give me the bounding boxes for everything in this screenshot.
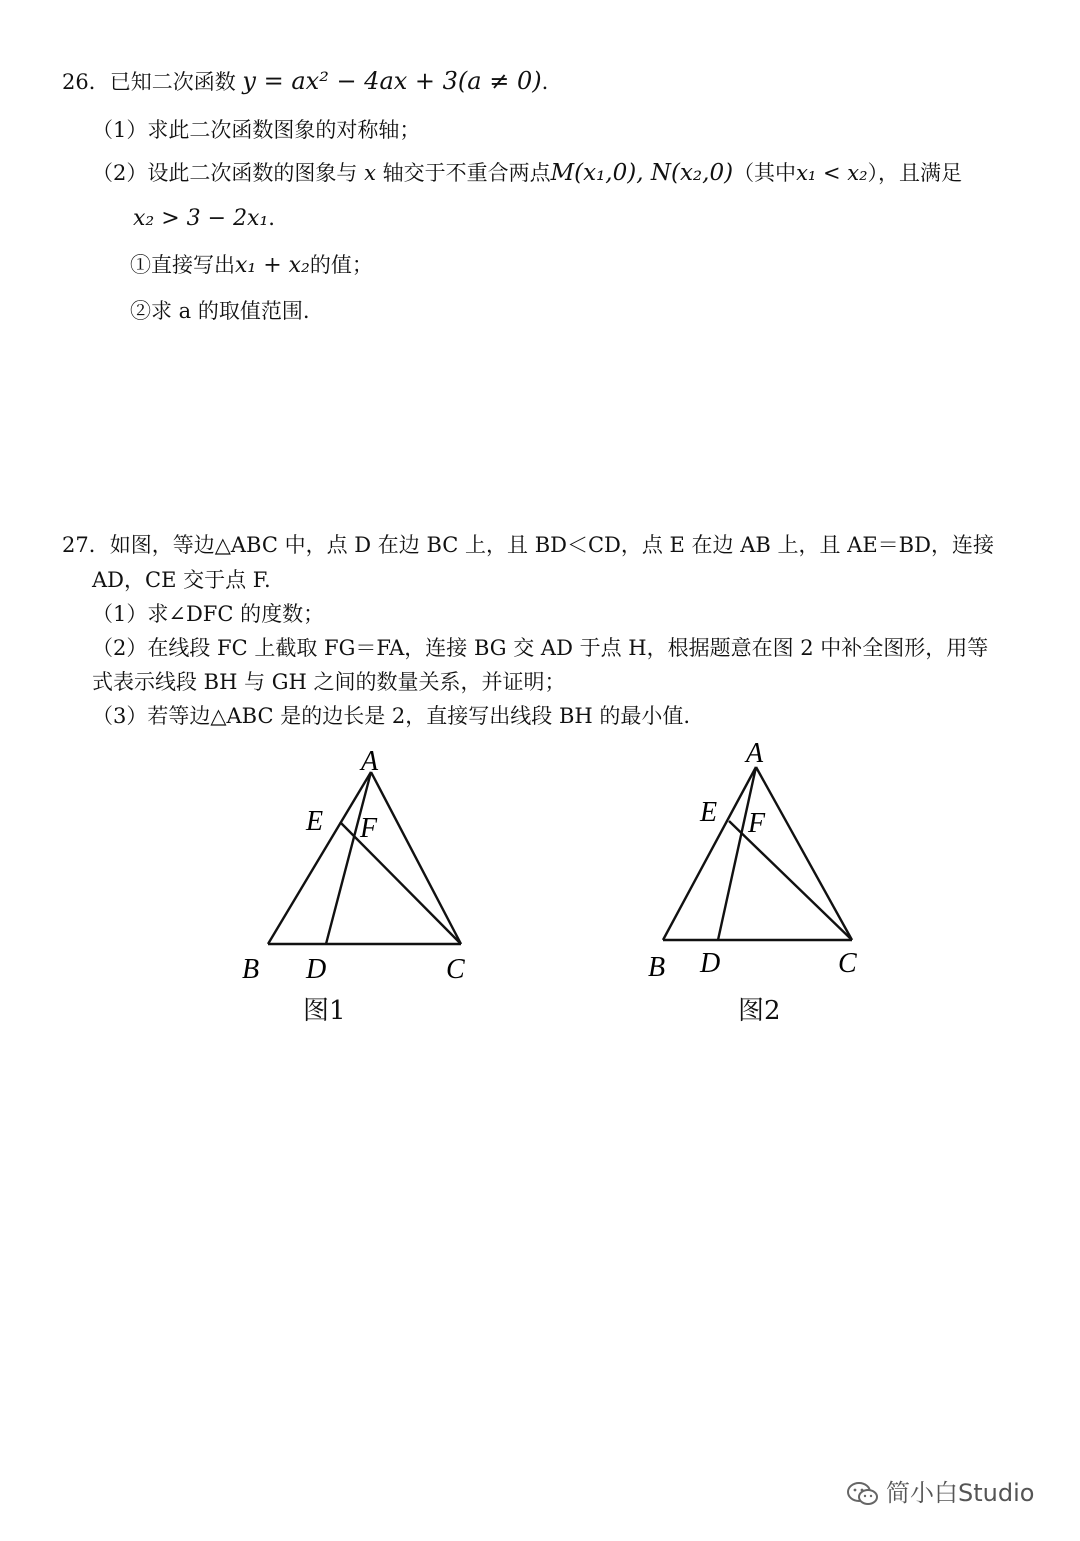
fig2-side-ac xyxy=(756,767,852,940)
fig1-label-a: A xyxy=(361,746,379,777)
figure-2 xyxy=(630,735,890,985)
q27-line2: AD，CE 交于点 F. xyxy=(92,568,271,592)
fig2-label-c: C xyxy=(838,948,857,979)
fig2-label-d: D xyxy=(700,948,721,979)
watermark-text: 简小白Studio xyxy=(886,1479,1035,1507)
fig1-segment-ce xyxy=(340,822,461,944)
watermark xyxy=(846,1473,1034,1508)
figure-1 xyxy=(230,740,490,990)
q26-part1: （1）求此二次函数图象的对称轴； xyxy=(92,118,421,142)
fig2-segment-ad xyxy=(718,767,756,940)
fig2-label-b: B xyxy=(648,952,666,983)
fig1-label-e: E xyxy=(306,806,324,837)
wechat-icon xyxy=(846,1480,880,1508)
q26-part2-inequality: x₂ > 3 − 2x₁. xyxy=(133,206,275,231)
fig1-label-b: B xyxy=(242,954,260,985)
q26-sub1: ①直接写出x₁ + x₂的值； xyxy=(130,253,373,278)
q27-part2-line2: 式表示线段 BH 与 GH 之间的数量关系，并证明； xyxy=(92,670,566,694)
fig2-label-e: E xyxy=(700,797,718,828)
fig2-label-a: A xyxy=(746,738,764,769)
q27-part3: （3）若等边△ABC 是的边长是 2，直接写出线段 BH 的最小值. xyxy=(92,704,691,728)
fig1-label-c: C xyxy=(446,954,465,985)
fig1-label-f: F xyxy=(360,813,378,844)
fig1-label-d: D xyxy=(306,954,327,985)
fig1-segment-ad xyxy=(326,772,371,944)
fig2-side-ab xyxy=(663,767,756,940)
fig2-caption: 图2 xyxy=(738,996,781,1026)
q27-part2-line1: （2）在线段 FC 上截取 FG＝FA，连接 BG 交 AD 于点 H，根据题意在图 2 中补全图形，用等 xyxy=(92,636,989,660)
fig1-side-ac xyxy=(371,772,461,944)
fig2-label-f: F xyxy=(748,808,766,839)
q26-sub2: ②求 a 的取值范围. xyxy=(130,299,310,323)
q26-stem: 26．已知二次函数 y = ax² − 4ax + 3(a ≠ 0). xyxy=(62,67,549,95)
q26-part2: （2）设此二次函数的图象与 x 轴交于不重合两点M(x₁,0), N(x₂,0)（其中x₁ < x₂），且满足 xyxy=(92,160,963,186)
q27-part1: （1）求∠DFC 的度数； xyxy=(92,602,325,626)
fig1-side-ab xyxy=(268,772,371,944)
q26-formula: y = ax² − 4ax + 3(a ≠ 0) xyxy=(242,67,542,95)
q27-line1: 27．如图，等边△ABC 中，点 D 在边 BC 上，且 BD＜CD，点 E 在边 AB 上，且 AE＝BD，连接 xyxy=(62,533,994,557)
fig1-caption: 图1 xyxy=(303,996,346,1026)
